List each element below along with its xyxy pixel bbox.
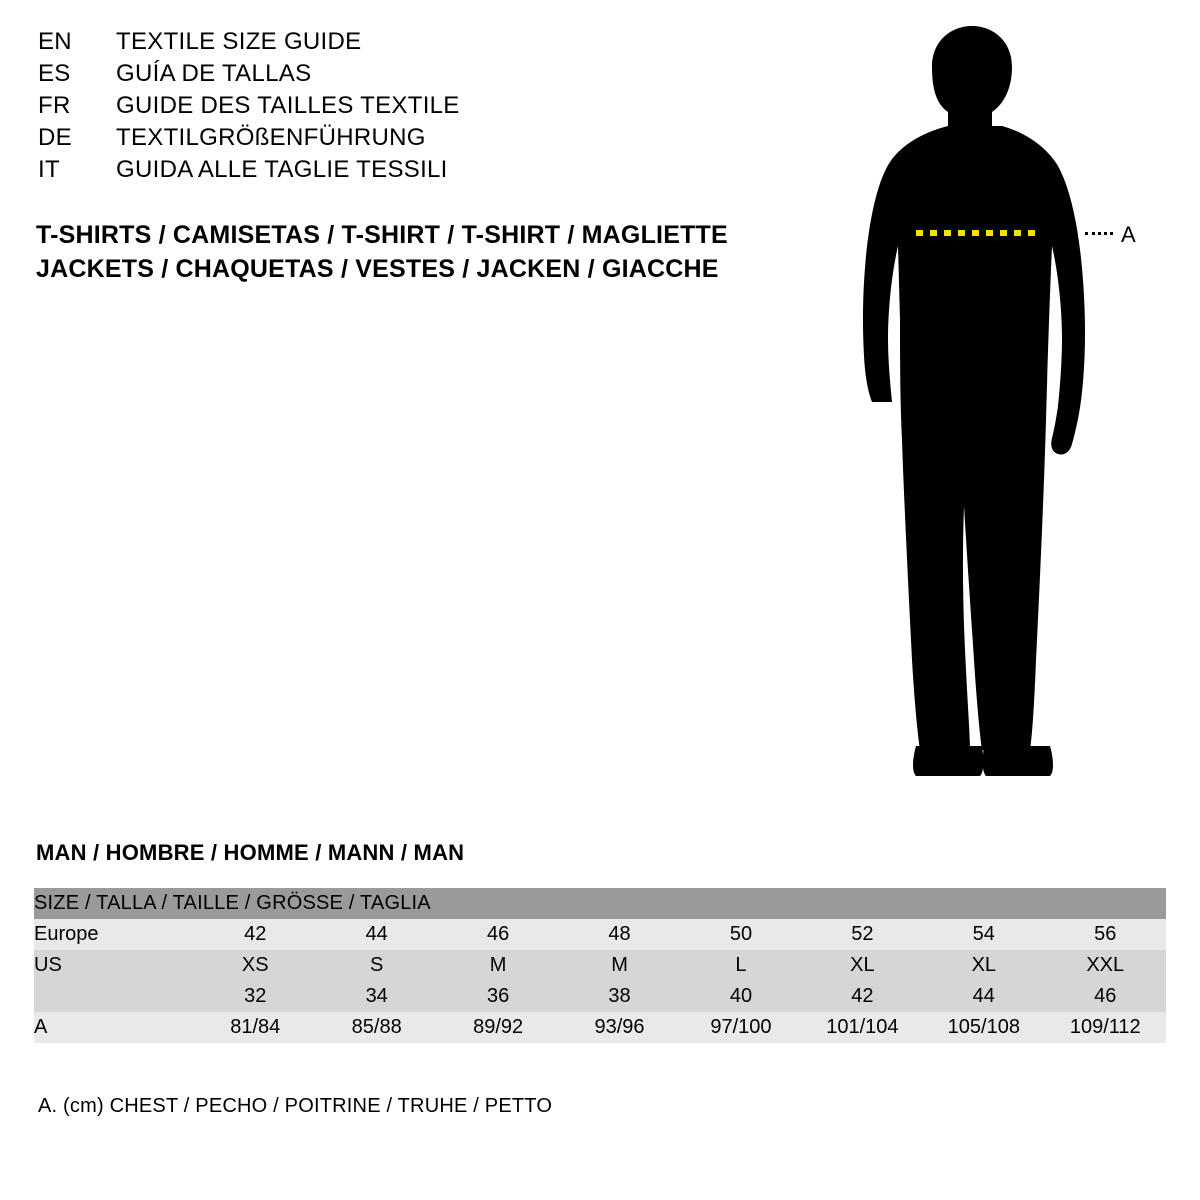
table-row bbox=[34, 1012, 1166, 1043]
row-label bbox=[34, 981, 195, 1012]
language-title: GUÍA DE TALLAS bbox=[116, 60, 312, 87]
table-cell: 56 bbox=[1094, 923, 1117, 945]
footnote-chest: A. (cm) CHEST / PECHO / POITRINE / TRUHE / PETTO bbox=[38, 1095, 553, 1117]
table-row bbox=[34, 919, 1166, 950]
table-cell: 54 bbox=[972, 923, 995, 945]
table-cell: 46 bbox=[486, 923, 510, 945]
language-title: GUIDE DES TAILLES TEXTILE bbox=[116, 92, 460, 119]
language-code: EN bbox=[38, 28, 72, 55]
language-row bbox=[38, 124, 738, 156]
language-code: FR bbox=[38, 92, 71, 119]
table-cell: XL bbox=[850, 954, 875, 976]
table-cell: L bbox=[735, 954, 747, 976]
table-cell: 44 bbox=[365, 923, 388, 945]
table-cell: XXL bbox=[1086, 954, 1125, 976]
table-cell: 46 bbox=[1094, 985, 1117, 1007]
language-row bbox=[38, 60, 738, 92]
language-title: GUIDA ALLE TAGLIE TESSILI bbox=[116, 156, 448, 183]
table-cell: XL bbox=[971, 954, 997, 976]
table-cell: 89/92 bbox=[473, 1016, 524, 1038]
body-silhouette-figure bbox=[820, 20, 1180, 780]
language-title: TEXTILGRÖßENFÜHRUNG bbox=[116, 124, 426, 151]
table-row bbox=[34, 950, 1166, 981]
language-list bbox=[38, 28, 738, 188]
table-cell: 38 bbox=[608, 985, 631, 1007]
table-cell: 52 bbox=[851, 923, 874, 945]
category-tshirts: T-SHIRTS / CAMISETAS / T-SHIRT / T-SHIRT / MAGLIETTE bbox=[36, 221, 728, 249]
language-row bbox=[38, 156, 738, 188]
table-cell: M bbox=[611, 954, 628, 976]
row-label: Europe bbox=[34, 923, 99, 945]
table-cell: S bbox=[370, 954, 384, 976]
table-row bbox=[34, 981, 1166, 1012]
size-table bbox=[34, 888, 1166, 1043]
language-title: TEXTILE SIZE GUIDE bbox=[116, 28, 362, 55]
table-cell: 50 bbox=[729, 923, 753, 945]
language-row bbox=[38, 92, 738, 124]
measure-leader-line bbox=[1085, 232, 1113, 235]
language-code: DE bbox=[38, 124, 72, 151]
category-list bbox=[36, 218, 816, 286]
table-cell: M bbox=[489, 954, 507, 976]
table-cell: 85/88 bbox=[351, 1016, 402, 1038]
table-cell: 93/96 bbox=[594, 1016, 645, 1038]
table-cell: 97/100 bbox=[710, 1016, 772, 1038]
table-header-row bbox=[34, 888, 1166, 919]
row-label: US bbox=[34, 954, 62, 976]
row-label: A bbox=[34, 1016, 48, 1038]
table-cell: 81/84 bbox=[230, 1016, 281, 1038]
table-cell: 42 bbox=[244, 923, 267, 945]
table-cell: 32 bbox=[244, 985, 267, 1007]
measure-label-a: A bbox=[1121, 222, 1137, 247]
category-jackets: JACKETS / CHAQUETAS / VESTES / JACKEN / GIACCHE bbox=[36, 255, 719, 283]
language-code: ES bbox=[38, 60, 71, 87]
table-header-label: SIZE / TALLA / TAILLE / GRÖSSE / TAGLIA bbox=[34, 892, 431, 914]
table-cell: 34 bbox=[365, 985, 388, 1007]
table-cell: 36 bbox=[486, 985, 510, 1007]
language-code: IT bbox=[38, 156, 60, 183]
section-title-man: MAN / HOMBRE / HOMME / MANN / MAN bbox=[36, 840, 465, 865]
table-cell: 109/112 bbox=[1069, 1016, 1141, 1038]
table-cell: 48 bbox=[608, 923, 631, 945]
man-silhouette-icon bbox=[863, 26, 1085, 776]
table-cell: 105/108 bbox=[947, 1016, 1020, 1038]
language-row bbox=[38, 28, 738, 60]
table-cell: XS bbox=[241, 954, 269, 976]
table-cell: 44 bbox=[972, 985, 995, 1007]
table-cell: 42 bbox=[851, 985, 874, 1007]
table-cell: 101/104 bbox=[826, 1016, 899, 1038]
table-cell: 40 bbox=[729, 985, 753, 1007]
